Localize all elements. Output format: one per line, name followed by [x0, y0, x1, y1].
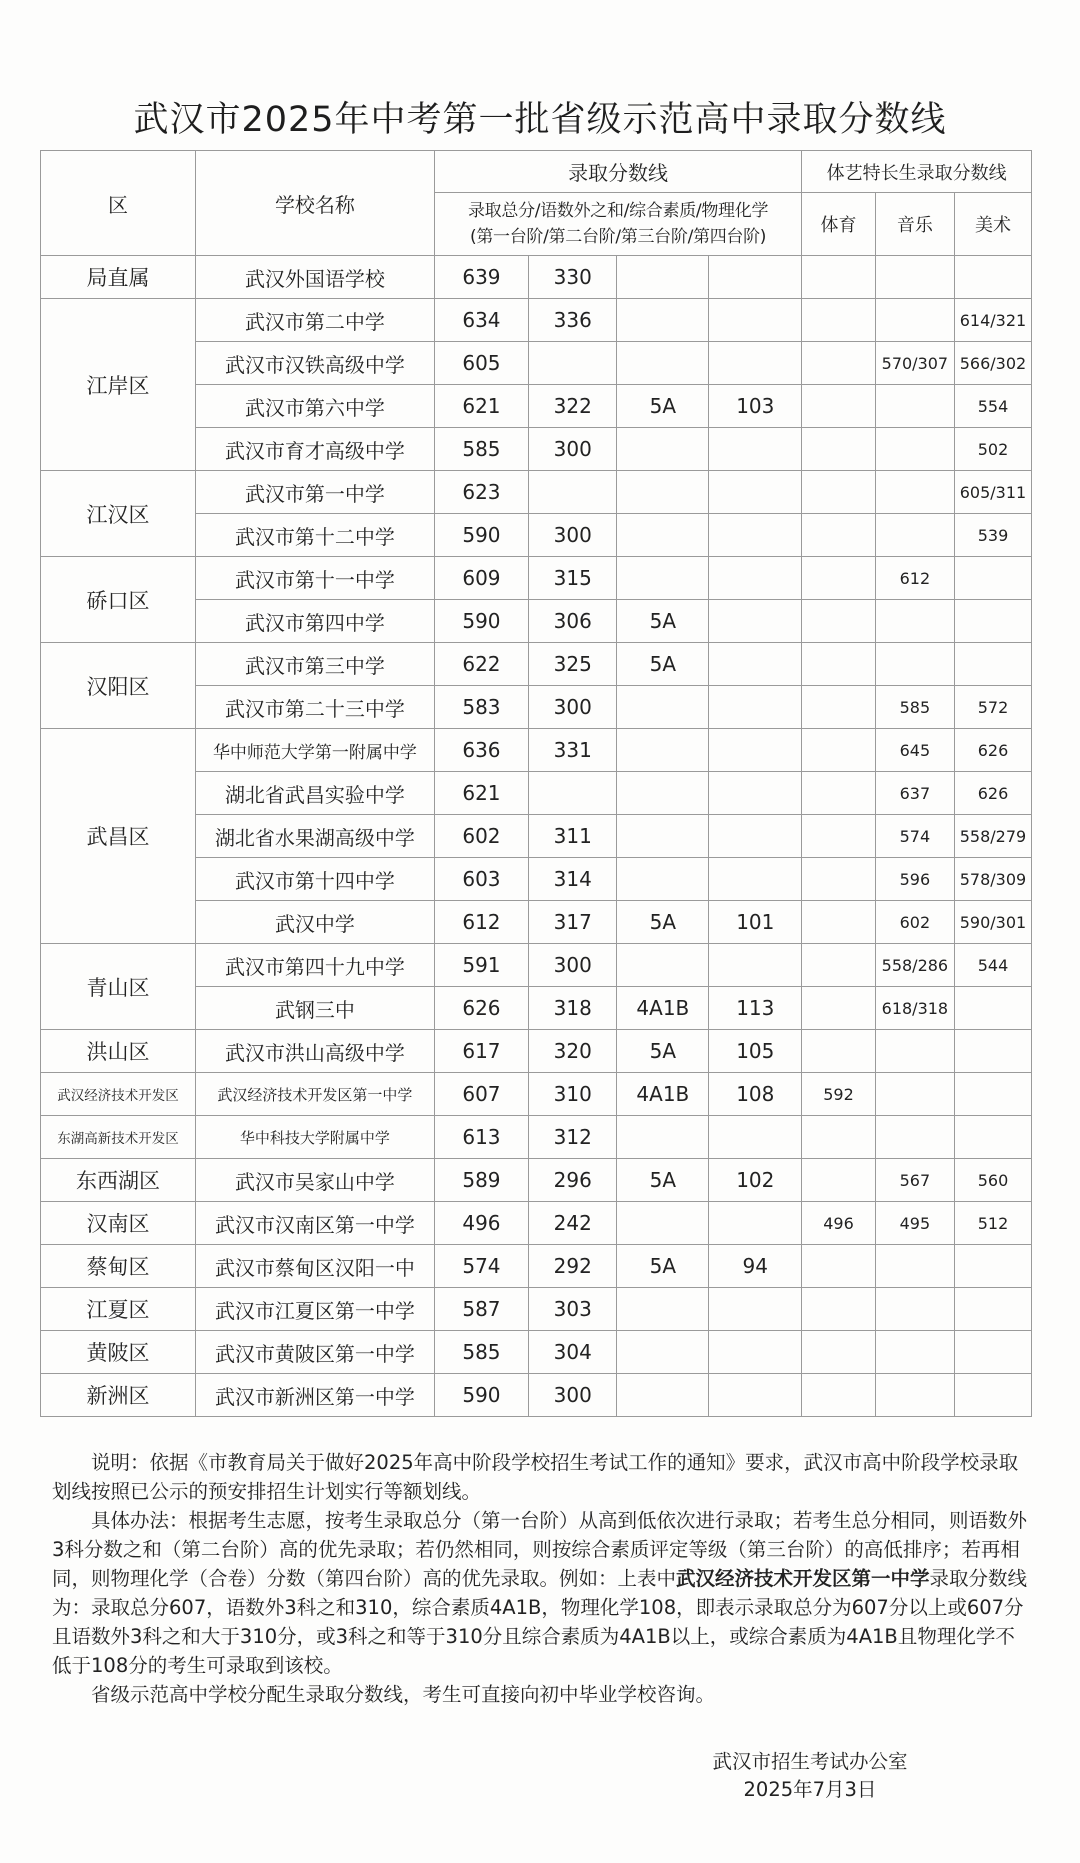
music-score-cell — [875, 1374, 954, 1417]
school-name-cell: 华中科技大学附属中学 — [196, 1116, 435, 1159]
pe-score-cell — [802, 514, 875, 557]
cme-sum-cell: 314 — [529, 858, 617, 901]
phychem-score-cell: 105 — [709, 1030, 802, 1073]
art-score-cell: 626 — [954, 772, 1031, 815]
total-score-cell: 590 — [434, 600, 528, 643]
phychem-score-cell: 94 — [709, 1245, 802, 1288]
art-score-cell — [954, 643, 1031, 686]
quality-grade-cell — [617, 557, 709, 600]
school-name-cell: 武汉市第十一中学 — [196, 557, 435, 600]
cme-sum-cell: 304 — [529, 1331, 617, 1374]
total-score-cell: 639 — [434, 256, 528, 299]
cme-sum-cell: 336 — [529, 299, 617, 342]
music-score-cell — [875, 1116, 954, 1159]
art-score-cell — [954, 1073, 1031, 1116]
quality-grade-cell: 5A — [617, 385, 709, 428]
cme-sum-cell — [529, 471, 617, 514]
cme-sum-cell: 317 — [529, 901, 617, 944]
table-row — [41, 1030, 1032, 1073]
district-cell: 硚口区 — [41, 557, 196, 643]
header-score-group: 录取分数线 — [434, 151, 801, 193]
school-name-cell: 武汉中学 — [196, 901, 435, 944]
art-score-cell — [954, 987, 1031, 1030]
art-score-cell — [954, 1374, 1031, 1417]
phychem-score-cell — [709, 1116, 802, 1159]
quality-grade-cell — [617, 342, 709, 385]
art-score-cell — [954, 1245, 1031, 1288]
pe-score-cell — [802, 342, 875, 385]
cme-sum-cell: 296 — [529, 1159, 617, 1202]
music-score-cell: 558/286 — [875, 944, 954, 987]
school-name-cell: 武汉市蔡甸区汉阳一中 — [196, 1245, 435, 1288]
cme-sum-cell: 303 — [529, 1288, 617, 1331]
school-name-cell: 武汉市江夏区第一中学 — [196, 1288, 435, 1331]
school-name-cell: 武汉市第二中学 — [196, 299, 435, 342]
district-cell: 汉南区 — [41, 1202, 196, 1245]
school-name-cell: 武汉市汉铁高级中学 — [196, 342, 435, 385]
pe-score-cell — [802, 557, 875, 600]
district-cell: 汉阳区 — [41, 643, 196, 729]
music-score-cell — [875, 1073, 954, 1116]
header-pe: 体育 — [802, 193, 875, 256]
note-paragraph-1: 说明：依据《市教育局关于做好2025年高中阶段学校招生考试工作的通知》要求，武汉市高中阶段学校录取划线按照已公示的预安排招生计划实行等额划线。 — [52, 1451, 1019, 1503]
cme-sum-cell: 300 — [529, 428, 617, 471]
total-score-cell: 585 — [434, 428, 528, 471]
music-score-cell: 612 — [875, 557, 954, 600]
music-score-cell — [875, 1288, 954, 1331]
table-row — [41, 944, 1032, 987]
cme-sum-cell: 318 — [529, 987, 617, 1030]
pe-score-cell — [802, 1331, 875, 1374]
table-row — [41, 643, 1032, 686]
total-score-cell: 621 — [434, 385, 528, 428]
school-name-cell: 武汉市第十二中学 — [196, 514, 435, 557]
pe-score-cell — [802, 471, 875, 514]
phychem-score-cell — [709, 471, 802, 514]
header-score-description — [434, 193, 801, 256]
art-score-cell — [954, 1116, 1031, 1159]
music-score-cell — [875, 600, 954, 643]
quality-grade-cell: 4A1B — [617, 987, 709, 1030]
school-name-cell: 武汉市第三中学 — [196, 643, 435, 686]
school-name-cell: 武汉市吴家山中学 — [196, 1159, 435, 1202]
quality-grade-cell — [617, 256, 709, 299]
school-name-cell: 湖北省武昌实验中学 — [196, 772, 435, 815]
total-score-cell: 496 — [434, 1202, 528, 1245]
pe-score-cell — [802, 815, 875, 858]
art-score-cell — [954, 1030, 1031, 1073]
phychem-score-cell — [709, 686, 802, 729]
phychem-score-cell: 102 — [709, 1159, 802, 1202]
table-row — [41, 1159, 1032, 1202]
note-p2-part-b: 录取分数线为：录取总分607，语数外3科之和310，综合素质4A1B，物理化学108，即表示录取总分为607分以上或607分且语数外3科之和大于310分，或3科之和等于310分且综合素质为4A1B以上，或综合素质为4A1B且物理化学不低于108分的考生可录取到该校。 — [52, 1567, 1028, 1677]
total-score-cell: 623 — [434, 471, 528, 514]
art-score-cell: 614/321 — [954, 299, 1031, 342]
total-score-cell: 626 — [434, 987, 528, 1030]
district-cell: 江夏区 — [41, 1288, 196, 1331]
phychem-score-cell — [709, 1374, 802, 1417]
art-score-cell — [954, 1288, 1031, 1331]
total-score-cell: 591 — [434, 944, 528, 987]
pe-score-cell — [802, 858, 875, 901]
phychem-score-cell — [709, 557, 802, 600]
music-score-cell: 637 — [875, 772, 954, 815]
school-name-cell: 武钢三中 — [196, 987, 435, 1030]
phychem-score-cell — [709, 600, 802, 643]
signature-block — [690, 1748, 930, 1804]
phychem-score-cell: 113 — [709, 987, 802, 1030]
quality-grade-cell: 5A — [617, 1159, 709, 1202]
cme-sum-cell: 311 — [529, 815, 617, 858]
school-name-cell: 武汉市第一中学 — [196, 471, 435, 514]
total-score-cell: 612 — [434, 901, 528, 944]
pe-score-cell — [802, 1159, 875, 1202]
cme-sum-cell: 331 — [529, 729, 617, 772]
pe-score-cell — [802, 1245, 875, 1288]
music-score-cell: 602 — [875, 901, 954, 944]
school-name-cell: 武汉市黄陂区第一中学 — [196, 1331, 435, 1374]
header-art: 美术 — [954, 193, 1031, 256]
school-name-cell: 华中师范大学第一附属中学 — [196, 729, 435, 772]
district-cell: 新洲区 — [41, 1374, 196, 1417]
note-paragraph-3: 省级示范高中学校分配生录取分数线，考生可直接向初中毕业学校咨询。 — [91, 1683, 716, 1706]
phychem-score-cell — [709, 514, 802, 557]
note-p2-highlight: 武汉经济技术开发区第一中学 — [676, 1567, 930, 1590]
quality-grade-cell: 5A — [617, 1030, 709, 1073]
pe-score-cell — [802, 1374, 875, 1417]
total-score-cell: 607 — [434, 1073, 528, 1116]
school-name-cell: 武汉市汉南区第一中学 — [196, 1202, 435, 1245]
quality-grade-cell — [617, 815, 709, 858]
pe-score-cell — [802, 1030, 875, 1073]
music-score-cell — [875, 1331, 954, 1374]
school-name-cell: 武汉市第四中学 — [196, 600, 435, 643]
district-cell: 武汉经济技术开发区 — [41, 1073, 196, 1116]
school-name-cell: 湖北省水果湖高级中学 — [196, 815, 435, 858]
phychem-score-cell: 103 — [709, 385, 802, 428]
art-score-cell — [954, 557, 1031, 600]
total-score-cell: 590 — [434, 1374, 528, 1417]
note-p2-part-a: 具体办法：根据考生志愿，按考生录取总分（第一台阶）从高到低依次进行录取；若考生总分相同，则语数外3科分数之和（第二台阶）高的优先录取；若仍然相同，则按综合素质评定等级（第三台阶）的高低排序；若再相同，则物理化学（合卷）分数（第四台阶）高的优先录取。例如：上表中 — [52, 1509, 1028, 1590]
pe-score-cell — [802, 299, 875, 342]
phychem-score-cell — [709, 256, 802, 299]
music-score-cell: 618/318 — [875, 987, 954, 1030]
cme-sum-cell: 315 — [529, 557, 617, 600]
quality-grade-cell — [617, 1288, 709, 1331]
cme-sum-cell — [529, 772, 617, 815]
art-score-cell: 558/279 — [954, 815, 1031, 858]
total-score-cell: 605 — [434, 342, 528, 385]
cme-sum-cell: 330 — [529, 256, 617, 299]
pe-score-cell: 592 — [802, 1073, 875, 1116]
school-name-cell: 武汉外国语学校 — [196, 256, 435, 299]
total-score-cell: 621 — [434, 772, 528, 815]
total-score-cell: 583 — [434, 686, 528, 729]
school-name-cell: 武汉市第二十三中学 — [196, 686, 435, 729]
music-score-cell — [875, 1245, 954, 1288]
header-school-name: 学校名称 — [196, 151, 435, 256]
art-score-cell: 572 — [954, 686, 1031, 729]
page-title: 武汉市2025年中考第一批省级示范高中录取分数线 — [133, 100, 947, 140]
total-score-cell: 609 — [434, 557, 528, 600]
cme-sum-cell: 300 — [529, 1374, 617, 1417]
phychem-score-cell — [709, 815, 802, 858]
music-score-cell — [875, 1030, 954, 1073]
header-special-group: 体艺特长生录取分数线 — [802, 151, 1032, 193]
total-score-cell: 617 — [434, 1030, 528, 1073]
music-score-cell — [875, 256, 954, 299]
district-cell: 江岸区 — [41, 299, 196, 471]
district-cell: 东湖高新技术开发区 — [41, 1116, 196, 1159]
pe-score-cell — [802, 428, 875, 471]
pe-score-cell — [802, 600, 875, 643]
quality-grade-cell — [617, 1331, 709, 1374]
phychem-score-cell — [709, 299, 802, 342]
table-row — [41, 256, 1032, 299]
quality-grade-cell — [617, 772, 709, 815]
art-score-cell: 578/309 — [954, 858, 1031, 901]
phychem-score-cell — [709, 342, 802, 385]
art-score-cell: 544 — [954, 944, 1031, 987]
art-score-cell: 512 — [954, 1202, 1031, 1245]
pe-score-cell — [802, 772, 875, 815]
music-score-cell: 574 — [875, 815, 954, 858]
total-score-cell: 585 — [434, 1331, 528, 1374]
phychem-score-cell — [709, 772, 802, 815]
art-score-cell: 560 — [954, 1159, 1031, 1202]
phychem-score-cell — [709, 643, 802, 686]
note-paragraph-2 — [52, 1506, 1032, 1680]
art-score-cell: 502 — [954, 428, 1031, 471]
music-score-cell — [875, 643, 954, 686]
cme-sum-cell: 325 — [529, 643, 617, 686]
art-score-cell: 539 — [954, 514, 1031, 557]
music-score-cell — [875, 299, 954, 342]
phychem-score-cell — [709, 1331, 802, 1374]
music-score-cell: 495 — [875, 1202, 954, 1245]
cme-sum-cell: 310 — [529, 1073, 617, 1116]
table-row — [41, 1288, 1032, 1331]
cme-sum-cell: 312 — [529, 1116, 617, 1159]
total-score-cell: 603 — [434, 858, 528, 901]
total-score-cell: 622 — [434, 643, 528, 686]
phychem-score-cell — [709, 1288, 802, 1331]
quality-grade-cell — [617, 729, 709, 772]
quality-grade-cell: 5A — [617, 643, 709, 686]
school-name-cell: 武汉市第十四中学 — [196, 858, 435, 901]
cme-sum-cell: 300 — [529, 514, 617, 557]
table-row — [41, 1073, 1032, 1116]
total-score-cell: 602 — [434, 815, 528, 858]
quality-grade-cell — [617, 686, 709, 729]
music-score-cell — [875, 428, 954, 471]
table-row — [41, 471, 1032, 514]
quality-grade-cell — [617, 1202, 709, 1245]
table-row — [41, 1331, 1032, 1374]
quality-grade-cell — [617, 299, 709, 342]
music-score-cell: 570/307 — [875, 342, 954, 385]
pe-score-cell — [802, 1116, 875, 1159]
phychem-score-cell — [709, 729, 802, 772]
quality-grade-cell: 5A — [617, 600, 709, 643]
pe-score-cell — [802, 987, 875, 1030]
pe-score-cell — [802, 256, 875, 299]
music-score-cell — [875, 471, 954, 514]
quality-grade-cell: 5A — [617, 901, 709, 944]
cme-sum-cell: 300 — [529, 686, 617, 729]
phychem-score-cell — [709, 428, 802, 471]
admission-score-table — [40, 150, 1032, 1417]
art-score-cell: 590/301 — [954, 901, 1031, 944]
cme-sum-cell: 322 — [529, 385, 617, 428]
music-score-cell — [875, 385, 954, 428]
pe-score-cell — [802, 729, 875, 772]
table-row — [41, 1202, 1032, 1245]
quality-grade-cell — [617, 1116, 709, 1159]
quality-grade-cell — [617, 471, 709, 514]
district-cell: 蔡甸区 — [41, 1245, 196, 1288]
total-score-cell: 636 — [434, 729, 528, 772]
cme-sum-cell: 306 — [529, 600, 617, 643]
quality-grade-cell — [617, 858, 709, 901]
table-row — [41, 1245, 1032, 1288]
cme-sum-cell: 242 — [529, 1202, 617, 1245]
district-cell: 武昌区 — [41, 729, 196, 944]
music-score-cell: 585 — [875, 686, 954, 729]
phychem-score-cell: 108 — [709, 1073, 802, 1116]
table-body — [41, 256, 1032, 1417]
pe-score-cell — [802, 385, 875, 428]
phychem-score-cell — [709, 944, 802, 987]
art-score-cell — [954, 256, 1031, 299]
pe-score-cell — [802, 643, 875, 686]
district-cell: 局直属 — [41, 256, 196, 299]
table-row — [41, 1374, 1032, 1417]
school-name-cell: 武汉市育才高级中学 — [196, 428, 435, 471]
phychem-score-cell: 101 — [709, 901, 802, 944]
school-name-cell: 武汉市第四十九中学 — [196, 944, 435, 987]
music-score-cell: 596 — [875, 858, 954, 901]
total-score-cell: 634 — [434, 299, 528, 342]
art-score-cell: 626 — [954, 729, 1031, 772]
art-score-cell: 566/302 — [954, 342, 1031, 385]
notes-section — [52, 1448, 1032, 1709]
cme-sum-cell: 292 — [529, 1245, 617, 1288]
pe-score-cell — [802, 1288, 875, 1331]
school-name-cell: 武汉市第六中学 — [196, 385, 435, 428]
header-score-desc-line2: (第一台阶/第二台阶/第三台阶/第四台阶) — [469, 227, 767, 247]
school-name-cell: 武汉市新洲区第一中学 — [196, 1374, 435, 1417]
art-score-cell — [954, 600, 1031, 643]
art-score-cell: 605/311 — [954, 471, 1031, 514]
district-cell: 洪山区 — [41, 1030, 196, 1073]
total-score-cell: 587 — [434, 1288, 528, 1331]
total-score-cell: 613 — [434, 1116, 528, 1159]
total-score-cell: 590 — [434, 514, 528, 557]
header-district: 区 — [41, 151, 196, 256]
pe-score-cell — [802, 686, 875, 729]
school-name-cell: 武汉市洪山高级中学 — [196, 1030, 435, 1073]
district-cell: 青山区 — [41, 944, 196, 1030]
district-cell: 江汉区 — [41, 471, 196, 557]
header-score-desc-line1: 录取总分/语数外之和/综合素质/物理化学 — [467, 201, 769, 221]
quality-grade-cell — [617, 428, 709, 471]
pe-score-cell — [802, 901, 875, 944]
pe-score-cell: 496 — [802, 1202, 875, 1245]
pe-score-cell — [802, 944, 875, 987]
school-name-cell: 武汉经济技术开发区第一中学 — [196, 1073, 435, 1116]
table-row — [41, 729, 1032, 772]
total-score-cell: 589 — [434, 1159, 528, 1202]
phychem-score-cell — [709, 858, 802, 901]
table-row — [41, 1116, 1032, 1159]
cme-sum-cell: 300 — [529, 944, 617, 987]
signature-date: 2025年7月3日 — [743, 1778, 877, 1801]
music-score-cell — [875, 514, 954, 557]
district-cell: 东西湖区 — [41, 1159, 196, 1202]
quality-grade-cell — [617, 1374, 709, 1417]
art-score-cell — [954, 1331, 1031, 1374]
total-score-cell: 574 — [434, 1245, 528, 1288]
quality-grade-cell: 5A — [617, 1245, 709, 1288]
quality-grade-cell — [617, 944, 709, 987]
quality-grade-cell: 4A1B — [617, 1073, 709, 1116]
cme-sum-cell — [529, 342, 617, 385]
table-row — [41, 557, 1032, 600]
music-score-cell: 567 — [875, 1159, 954, 1202]
cme-sum-cell: 320 — [529, 1030, 617, 1073]
district-cell: 黄陂区 — [41, 1331, 196, 1374]
music-score-cell: 645 — [875, 729, 954, 772]
art-score-cell: 554 — [954, 385, 1031, 428]
quality-grade-cell — [617, 514, 709, 557]
table-row — [41, 299, 1032, 342]
phychem-score-cell — [709, 1202, 802, 1245]
header-music: 音乐 — [875, 193, 954, 256]
signature-org: 武汉市招生考试办公室 — [712, 1750, 908, 1773]
